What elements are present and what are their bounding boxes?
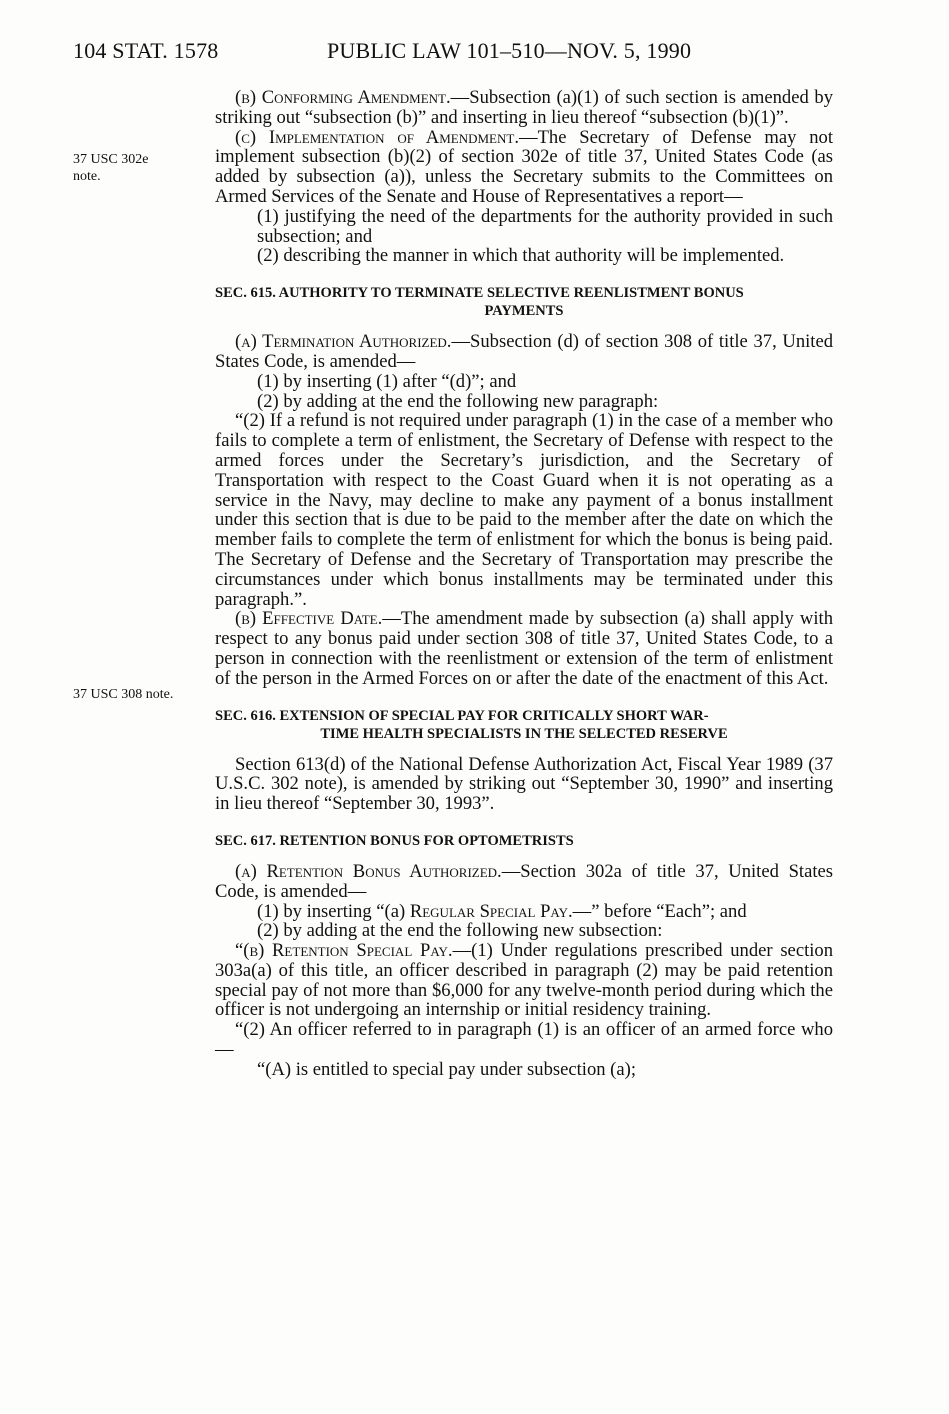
page-body xyxy=(215,88,833,1080)
section-615-title-line2: PAYMENTS xyxy=(484,303,564,320)
paragraph-616: Section 613(d) of the National Defense Authorization Act, Fiscal Year 1989 (37 U.S.C. 302 note), is amended by striking out “September 30, 1990” and inserting in lieu thereof “September 30, 1993”. xyxy=(215,753,833,815)
paragraph-615-a xyxy=(215,332,833,372)
paragraph-617-b2: “(2) An officer referred to in paragraph (1) is an officer of an armed force who— xyxy=(215,1019,833,1061)
paragraph-615-a2: (2) by adding at the end the following new paragraph: xyxy=(257,390,659,412)
margin-note-302e-line2: note. xyxy=(73,169,101,184)
text-retention-special-pay: —(1) Under regulations prescribed under section 303a(a) of this title, an officer described in paragraph (2) may be paid retention special pay of not more than $6,000 for any twelve-month period during which the officer is not undergoing an internship or initial residency training. xyxy=(215,940,833,1021)
paragraph-615-quote: “(2) If a refund is not required under paragraph (1) in the case of a member who fails to complete a term of enlistment, the Secretary of Defense with respect to the armed forces under the Secretary’s jurisdiction, and the Secretary of Transportation with respect to the Coast Guard when it is not operating as a service in the Navy, may decline to make any payment of a bonus installment under this section that is due to be paid to the member after the date on which the member fails to complete the term of enlistment for which the bonus is being paid. The Secretary of Defense and the Secretary of Transportation may prescribe the circumstances under which bonus installments may be terminated under this paragraph.”. xyxy=(215,410,833,610)
section-616-heading xyxy=(215,707,833,743)
section-615-heading xyxy=(215,284,833,320)
paragraph-617-b xyxy=(215,941,833,1020)
paragraph-615-a1: (1) by inserting (1) after “(d)”; and xyxy=(257,370,517,392)
page-header xyxy=(0,38,949,68)
margin-note-302e xyxy=(73,151,203,185)
text-effective-date: —The amendment made by subsection (a) shall apply with respect to any bonus paid under section 308 of title 37, United States Code, to a person in connection with the reenlistment or extension of the term of enlistment of the person in the Armed Forces on or after the date of the enactment of this Act. xyxy=(215,608,833,689)
section-616-title-line1: SEC. 616. EXTENSION OF SPECIAL PAY FOR CRITICALLY SHORT WAR- xyxy=(215,707,709,724)
section-615-title-line1: SEC. 615. AUTHORITY TO TERMINATE SELECTIVE REENLISTMENT BONUS xyxy=(215,285,744,302)
text-617-a1-post: —” before “Each”; and xyxy=(572,900,747,922)
paragraph-c1: (1) justifying the need of the departments for the authority provided in such subsection; and xyxy=(257,205,833,247)
paragraph-c-implementation xyxy=(215,128,833,207)
margin-note-302e-line1: 37 USC 302e xyxy=(73,152,149,167)
text-617-a1-pre: (1) by inserting “(a) xyxy=(257,900,410,922)
running-title: PUBLIC LAW 101–510—NOV. 5, 1990 xyxy=(327,38,692,63)
text-617-a1-smallcaps: Regular Special Pay. xyxy=(409,900,573,922)
heading-retention-bonus: (a) Retention Bonus Authorized. xyxy=(235,860,502,882)
paragraph-c2: (2) describing the manner in which that authority will be implemented. xyxy=(257,245,785,267)
heading-retention-special-pay: “(b) Retention Special Pay. xyxy=(235,940,453,962)
section-616-title-line2: TIME HEALTH SPECIALISTS IN THE SELECTED RESERVE xyxy=(320,725,728,742)
paragraph-617-a1 xyxy=(215,902,833,922)
text-retention-bonus: —Section 302a of title 37, United States Code, is amended— xyxy=(215,860,833,902)
heading-termination-authorized: (a) Termination Authorized. xyxy=(235,331,452,353)
paragraph-615-b xyxy=(215,609,833,688)
text-implementation: —The Secretary of Defense may not implement subsection (b)(2) of section 302e of title 37, United States Code (as added by subsection (a)), unless the Secretary submits to the Committees on Armed Services of the Senate and House of Representatives a report— xyxy=(215,126,833,207)
paragraph-617-a2: (2) by adding at the end the following new subsection: xyxy=(257,920,663,942)
text-conforming-amendment: —Subsection (a)(1) of such section is amended by striking out “subsection (b)” and inserting in lieu thereof “subsection (b)(1)”. xyxy=(215,87,834,128)
paragraph-617-a xyxy=(215,862,833,902)
heading-effective-date: (b) Effective Date. xyxy=(235,608,383,630)
margin-note-308: 37 USC 308 note. xyxy=(73,687,174,702)
paragraph-b-conforming xyxy=(215,88,833,128)
heading-conforming-amendment: (b) Conforming Amendment. xyxy=(235,87,451,108)
text-termination-authorized: —Subsection (d) of section 308 of title 37, United States Code, is amended— xyxy=(215,331,833,372)
stat-page-number: 104 STAT. 1578 xyxy=(73,38,219,63)
paragraph-617-bA: “(A) is entitled to special pay under subsection (a); xyxy=(257,1058,636,1080)
heading-implementation: (c) Implementation of Amendment. xyxy=(235,126,519,148)
section-617-heading: SEC. 617. RETENTION BONUS FOR OPTOMETRISTS xyxy=(215,832,574,849)
